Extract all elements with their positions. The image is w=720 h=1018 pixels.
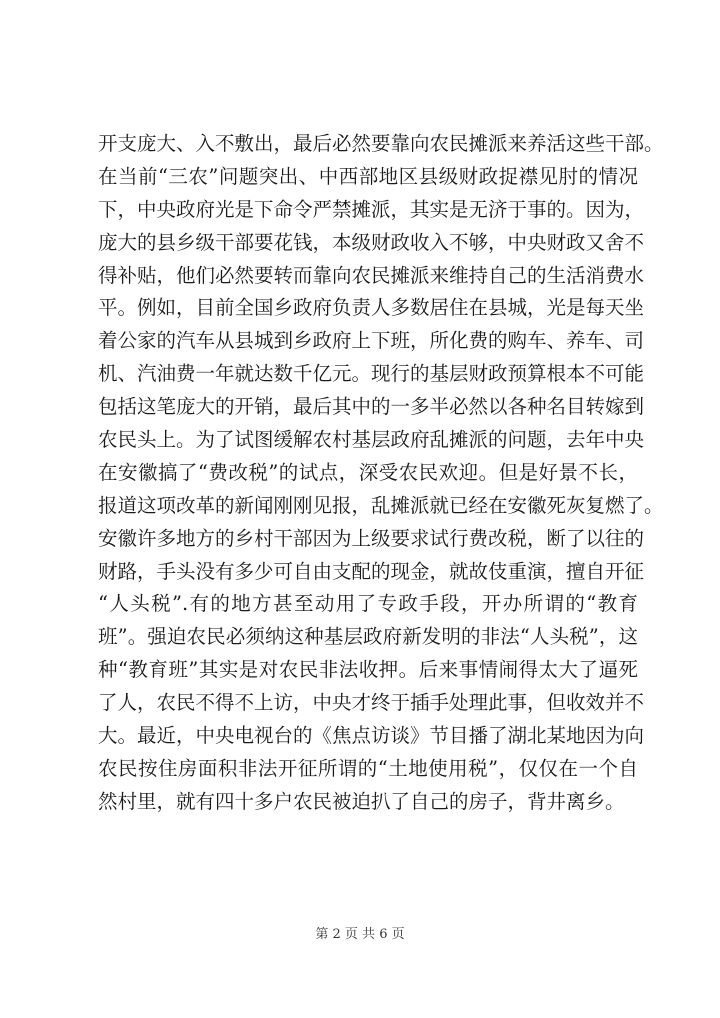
text-line: 包括这笔庞大的开销，最后其中的一多半必然以各种名目转嫁到 [98,395,645,419]
text-line: 平。例如，目前全国乡政府负责人多数居住在县城，光是每天坐 [98,296,645,320]
text-line: 班”。强迫农民必须纳这种基层政府新发明的非法“人头税”，这 [98,625,638,649]
text-line: 财路，手头没有多少可自由支配的现金，就故伎重演，擅自开征 [98,559,645,583]
text-line: 农民按住房面积非法开征所谓的“土地使用税”，仅仅在一个自 [98,756,638,780]
text-line: 庞大的县乡级干部要花钱，本级财政收入不够，中央财政又舍不 [98,230,645,254]
text-line: 了人，农民不得不上访，中央才终于插手处理此事，但收效并不 [98,691,645,715]
text-line: “人头税”.有的地方甚至动用了专政手段，开办所谓的“教育 [98,592,638,616]
text-line: 在安徽搞了“费改税”的试点，深受农民欢迎。但是好景不长， [98,460,638,484]
text-line: 开支庞大、入不敷出，最后必然要靠向农民摊派来养活这些干部。 [98,132,664,155]
text-line: 安徽许多地方的乡村干部因为上级要求试行费改税，断了以往的 [98,526,645,550]
text-line: 得补贴，他们必然要转而靠向农民摊派来维持自己的生活消费水 [98,263,645,287]
text-line: 在当前“三农”问题突出、中西部地区县级财政捉襟见肘的情况 [98,164,638,188]
text-line: 农民头上。为了试图缓解农村基层政府乱摊派的问题，去年中央 [98,428,645,452]
page-footer [0,925,720,945]
text-line: 机、汽油费一年就达数千亿元。现行的基层财政预算根本不可能 [98,362,645,386]
page-number: 第 2 页 共 6 页 [315,927,405,942]
text-line: 种“教育班”其实是对农民非法收押。后来事情闹得太大了逼死 [98,658,638,682]
text-line: 着公家的汽车从县城到乡政府上下班，所化费的购车、养车、司 [98,329,645,353]
text-line: 下，中央政府光是下命令严禁摊派，其实是无济于事的。因为， [98,197,645,221]
text-line: 报道这项改革的新闻刚刚见报，乱摊派就已经在安徽死灰复燃了。 [98,493,664,517]
body-paragraph [98,128,664,819]
text-line: 然村里，就有四十多户农民被迫扒了自己的房子，背井离乡。 [98,789,625,813]
text-line: 大。最近，中央电视台的《焦点访谈》节目播了湖北某地因为向 [98,724,645,748]
